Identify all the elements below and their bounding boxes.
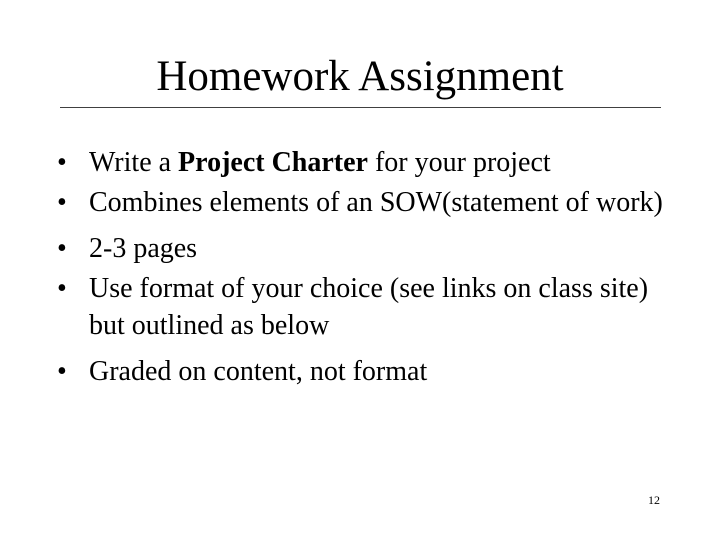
- bullet-marker: •: [57, 273, 67, 304]
- bullet-marker: •: [57, 147, 67, 178]
- bullet-text-post: for your project: [367, 147, 551, 178]
- slide-title: Homework Assignment: [156, 53, 564, 100]
- bullet-item-format: [57, 270, 677, 344]
- bullet-marker: •: [57, 356, 67, 387]
- bullet-text-pre: Write a: [89, 147, 179, 178]
- bullet-marker: •: [57, 233, 67, 264]
- bullet-text: Graded on content, not format: [89, 356, 428, 387]
- bullet-text: Use format of your choice (see links on class site) but outlined as below: [89, 273, 649, 341]
- bullet-item-pages: [57, 227, 677, 270]
- title-divider: [60, 107, 661, 108]
- bullet-text: 2-3 pages: [89, 233, 198, 264]
- bullet-item-sow: [57, 184, 677, 221]
- bullet-marker: •: [57, 187, 67, 218]
- bullet-list: [57, 141, 677, 393]
- page-number: 12: [648, 493, 660, 507]
- bullet-text: Combines elements of an SOW(statement of work): [89, 187, 663, 218]
- bullet-item-graded: [57, 350, 677, 393]
- bullet-text-bold: Project Charter: [178, 147, 368, 178]
- bullet-item-project-charter: [57, 141, 677, 184]
